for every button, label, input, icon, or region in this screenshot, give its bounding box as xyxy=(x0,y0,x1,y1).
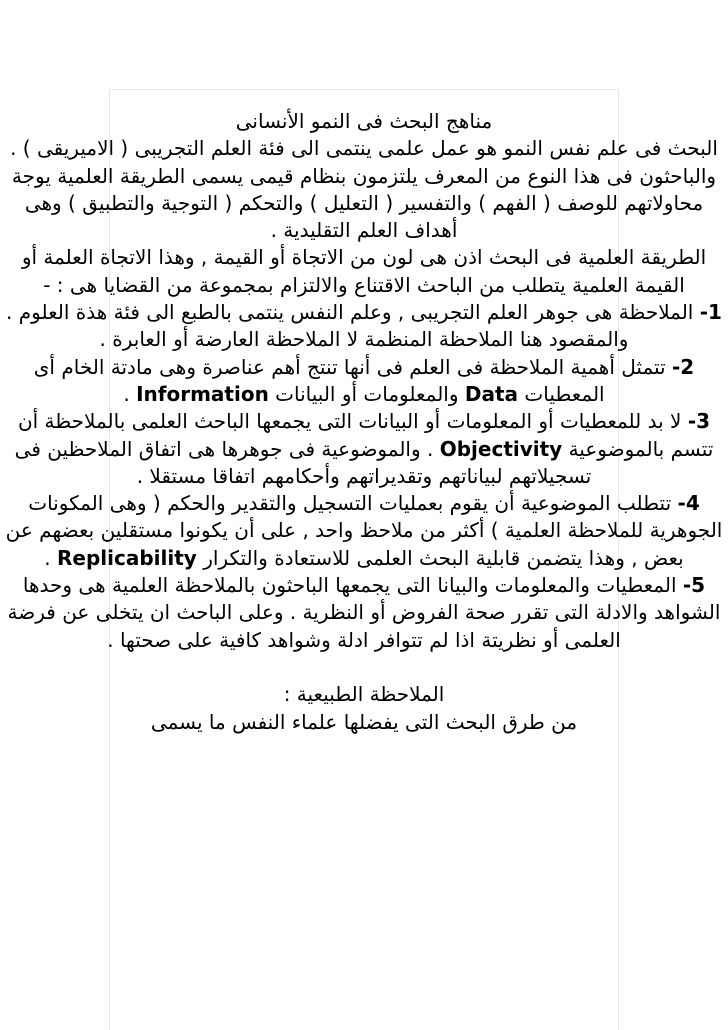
term-data: Data xyxy=(464,381,519,406)
point-1 xyxy=(0,299,728,354)
point-text: المعطيات والمعلومات والبيانا التى يجمعها الباحثون بالملاحظة العلمية هى وحدها الشواهد والادلة التى تقرر صحة الفروض أو النظرية . وعلى الباحث ان يتخلى عن فرضة العلمى أو نظريتة اذا لم تتوافر ادلة وشواهد كافية على صحتها . xyxy=(7,573,721,652)
natural-observation-paragraph: من طرق البحث التى يفضلها علماء النفس ما يسمى xyxy=(150,709,578,734)
point-5 xyxy=(0,572,728,654)
point-number: 2- xyxy=(671,354,695,379)
point-4 xyxy=(0,490,728,572)
point-number: 5- xyxy=(682,573,706,598)
point-text: . والموضوعية فى جوهرها هى اتفاق الملاحظين فى تسجيلاتهم لبياناتهم وتقديراتهم وأحكامهم اتفاقا مستقلا . xyxy=(14,436,592,488)
point-text: تتطلب الموضوعية أن يقوم بعمليات التسجيل والتقدير والحكم ( وهى المكونات الجوهرية للملاحظة العلمية ) أكثر من ملاحظ واحد , على أن يكونوا مستقلين بعضهم عن بعض , وهذا يتضمن قابلية البحث العلمى للاستعادة والتكرار xyxy=(5,491,723,570)
point-text: . xyxy=(123,381,130,406)
point-number: 4- xyxy=(677,491,700,516)
point-3 xyxy=(0,408,728,490)
point-text: والمعلومات أو البيانات xyxy=(275,381,459,406)
method-paragraph: الطريقة العلمية فى البحث اذن هى لون من الاتجاة أو القيمة , وهذا الاتجاة العلمة أو القيمة العلمية يتطلب من الباحث الاقتناع والالتزام بمجموعة من القضايا هى : - xyxy=(21,245,707,297)
term-information: Information xyxy=(136,381,269,406)
point-text: لا بد للمعطيات أو المعلومات أو البيانات التى يجمعها الباحث العلمى بالملاحظة أن تتسم بالموضوعية xyxy=(17,409,714,461)
point-text: . xyxy=(44,545,51,570)
document-body xyxy=(0,108,728,736)
intro-paragraph: البحث فى علم نفس النمو هو عمل علمى ينتمى الى فئة العلم التجريبى ( الاميريقى ) . والباحثون فى هذا النوع من المعرف يلتزمون بنظام قيمى يسمى الطريقة العلمية يوجة محاولاتهم للوصف ( الفهم ) والتفسير ( التعليل ) والتحكم ( التوجية والتطبيق ) وهى أهداف العلم التقليدية . xyxy=(10,136,718,243)
point-2 xyxy=(0,354,728,409)
term-replicability: Replicability xyxy=(57,545,197,570)
term-objectivity: Objectivity xyxy=(439,436,563,461)
point-text: تتمثل أهمية الملاحظة فى العلم فى أنها تنتج أهم عناصرة وهى مادتة الخام أى المعطيات xyxy=(33,354,666,406)
point-number: 3- xyxy=(687,409,711,434)
point-text: الملاحظة هى جوهر العلم التجريبى , وعلم النفس ينتمى بالطبع الى فئة هذة العلوم . والمقصود هنا الملاحظة المنظمة لا الملاحظة العارضة أو العابرة . xyxy=(6,300,694,352)
section-heading-natural-observation: الملاحظة الطبيعية : xyxy=(283,682,445,707)
point-number: 1- xyxy=(699,300,722,325)
document-title: مناهج البحث فى النمو الأنسانى xyxy=(235,109,493,133)
blank-line xyxy=(0,654,728,681)
